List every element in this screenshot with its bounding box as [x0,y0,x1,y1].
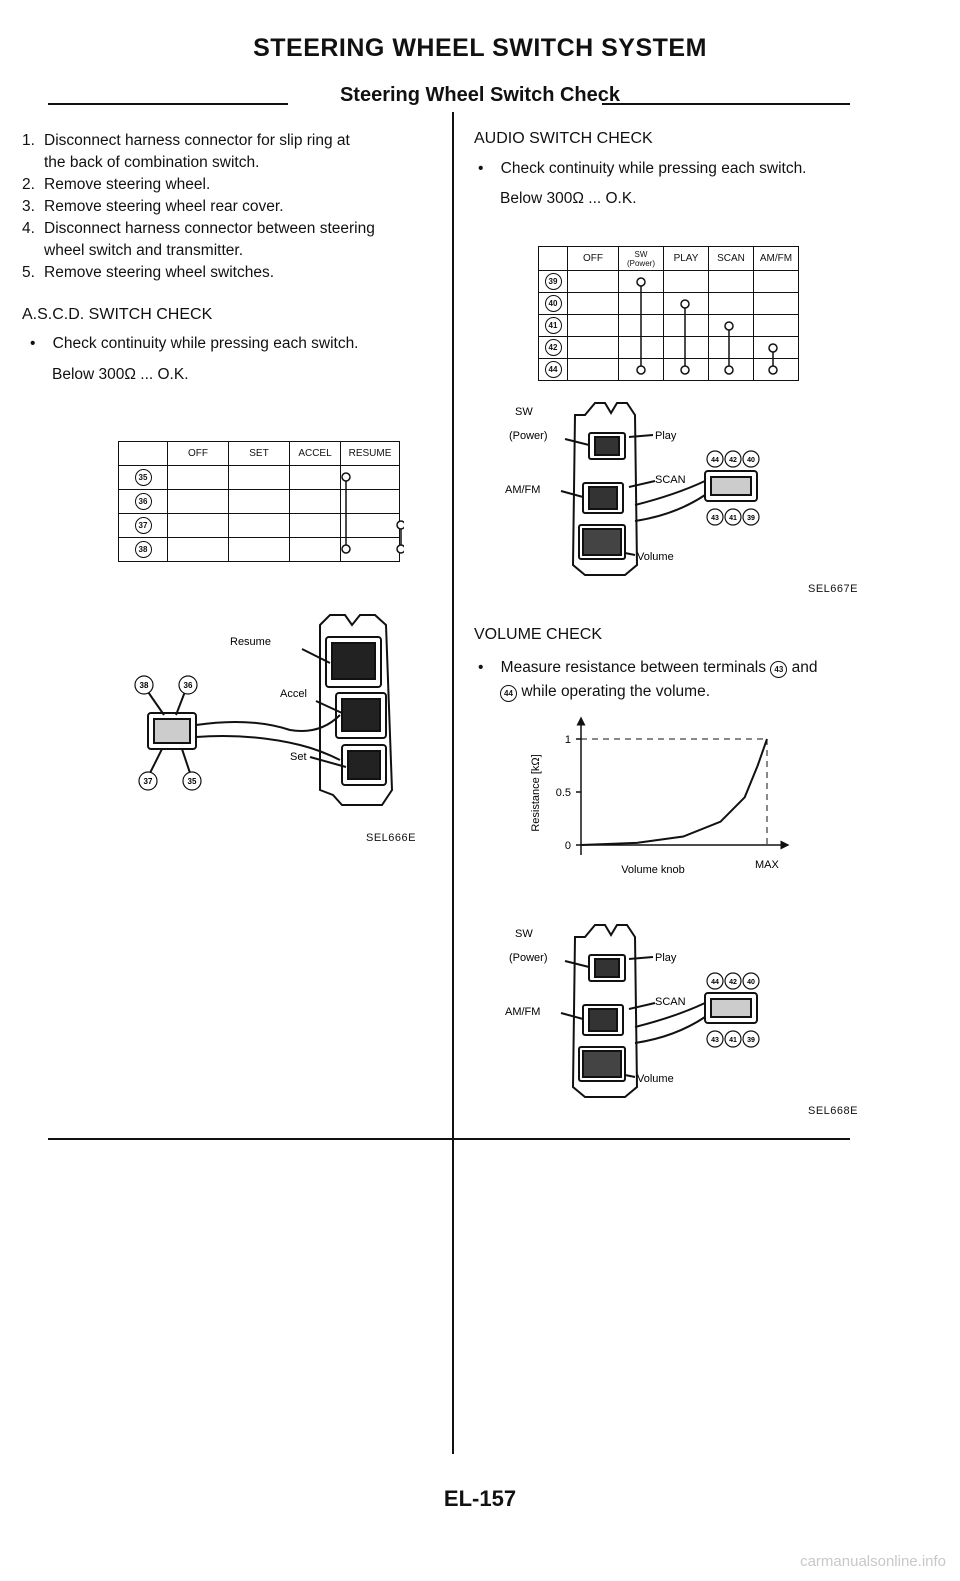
subtitle-rule-right [602,103,850,105]
volume-bullet: • Measure resistance between terminals 43 and 44 while operating the volume. [478,659,818,700]
audio-volume-label: Volume [637,551,674,563]
subtitle-rule-left [48,103,288,105]
audio-header-scan: SCAN [709,247,754,271]
y-tick-label: 0.5 [555,787,571,799]
footer-rule [48,1138,850,1140]
column-divider [452,112,454,1454]
audio-figure-code: SEL667E [808,583,858,595]
ascd-figure-code: SEL666E [366,832,416,844]
resume-label: Resume [230,636,271,648]
audio-continuity-marks [538,246,798,386]
audio-note: Below 300Ω ... O.K. [500,190,637,207]
audio-header-off: OFF [568,247,619,271]
y-axis-label: Resistance [kΩ] [530,754,542,832]
volume-heading: VOLUME CHECK [474,626,603,643]
terminal-38: 38 [135,541,152,558]
resistance-curve [581,739,767,845]
page-number: EL-157 [443,1486,517,1511]
diagram-terminal-37: 37 [143,777,153,786]
page-title: STEERING WHEEL SWITCH SYSTEM [253,34,707,62]
ascd-continuity-marks [118,441,404,571]
volume-power-label: (Power) [509,952,548,964]
volume-diagram-terminal-41: 41 [729,1037,737,1044]
ascd-note: Below 300Ω ... O.K. [52,366,189,383]
audio-amfm-label: AM/FM [505,484,541,496]
terminal-39: 39 [545,273,562,290]
ascd-heading: A.S.C.D. SWITCH CHECK [22,306,213,323]
audio-terminal-43: 43 [711,515,719,522]
accel-label: Accel [280,688,307,700]
volume-resistance-chart [505,715,795,885]
audio-scan-label: SCAN [655,474,686,486]
audio-heading: AUDIO SWITCH CHECK [474,130,653,147]
terminal-36: 36 [135,493,152,510]
terminal-44: 44 [545,361,562,378]
volume-sw-label: SW [515,928,533,940]
x-axis-label: Volume knob [621,864,685,876]
volume-amfm-label: AM/FM [505,1006,541,1018]
ascd-bullet: • Check continuity while pressing each switch. [30,335,359,352]
audio-power-label: (Power) [509,430,548,442]
step-3: 3. Remove steering wheel rear cover. [22,198,284,215]
audio-header-amfm: AM/FM [754,247,799,271]
audio-terminal-39: 39 [747,515,755,522]
step-2: 2. Remove steering wheel. [22,176,211,193]
volume-volume-label: Volume [637,1073,674,1085]
audio-terminal-40: 40 [747,457,755,464]
volume-diagram-terminal-39: 39 [747,1037,755,1044]
volume-play-label: Play [655,952,677,964]
audio-play-label: Play [655,430,677,442]
ascd-header-resume: RESUME [341,442,400,466]
step-5: 5. Remove steering wheel switches. [22,264,275,281]
audio-sw-label: SW [515,406,533,418]
volume-terminal-44: 44 [500,685,517,702]
audio-switch-diagram [505,395,825,580]
y-tick-label: 0 [564,840,571,852]
audio-bullet: • Check continuity while pressing each switch. [478,160,807,177]
terminal-35: 35 [135,469,152,486]
terminal-41: 41 [545,317,562,334]
volume-diagram-terminal-42: 42 [729,979,737,986]
step-4: 4. Disconnect harness connector between steering wheel switch and transmitter. [22,220,375,259]
audio-terminal-41: 41 [729,515,737,522]
set-label: Set [290,751,307,763]
ascd-header-accel: ACCEL [290,442,341,466]
y-tick-label: 1 [564,734,571,746]
terminal-40: 40 [545,295,562,312]
watermark: carmanualsonline.info [800,1553,946,1570]
audio-terminal-44: 44 [711,457,719,464]
ascd-header-set: SET [229,442,290,466]
x-tick-max: MAX [755,859,779,871]
terminal-42: 42 [545,339,562,356]
section-subtitle: Steering Wheel Switch Check [339,84,621,106]
diagram-terminal-38: 38 [139,681,149,690]
volume-terminal-43: 43 [770,661,787,678]
audio-header-sw: SW (Power) [619,247,664,271]
audio-terminal-42: 42 [729,457,737,464]
volume-diagram-terminal-43: 43 [711,1037,719,1044]
volume-switch-diagram [505,917,825,1102]
volume-diagram-terminal-44: 44 [711,979,719,986]
step-1: 1. Disconnect harness connector for slip ring at the back of combination switch. [22,132,350,171]
volume-scan-label: SCAN [655,996,686,1008]
volume-diagram-terminal-40: 40 [747,979,755,986]
ascd-switch-diagram [130,605,430,845]
terminal-37: 37 [135,517,152,534]
audio-header-play: PLAY [664,247,709,271]
ascd-header-off: OFF [168,442,229,466]
diagram-terminal-35: 35 [187,777,197,786]
volume-figure-code: SEL668E [808,1105,858,1117]
diagram-terminal-36: 36 [183,681,193,690]
